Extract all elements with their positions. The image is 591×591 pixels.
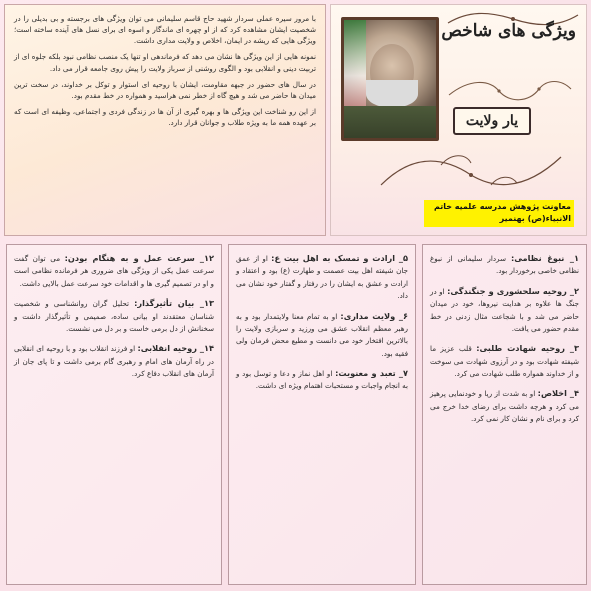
item-body: او فرزند انقلاب بود و با روحیه ای انقلابی در راه آرمان های امام و رهبری گام برمی داشت و تا پای جان از آرمان های انقلاب دفاع کرد. bbox=[14, 344, 214, 378]
item-body: می توان گفت سرعت عمل یکی از ویژگی های ضروری هر فرمانده نظامی است و او در تصمیم گیری ها و اقدامات خود سرعت عمل بالایی داشت. bbox=[14, 254, 214, 288]
item-title: ۳_ روحیه شهادت طلبی: bbox=[476, 343, 579, 354]
item-title: ۱_ نبوغ نظامی: bbox=[510, 253, 579, 263]
uniform-shape bbox=[344, 106, 439, 141]
item-body: او به شدت از ریا و خودنمایی پرهیز می کرد و هرچه داشت برای رضای خدا خرج می کرد و برای نام و نشان کار نمی کرد. bbox=[430, 389, 579, 424]
list-item bbox=[430, 341, 579, 380]
item-body: قلب عزیز ما شیفته شهادت بود و در آرزوی شهادت می سوخت و از خداوند همواره طلب شهادت می کرد. bbox=[430, 344, 579, 378]
credit-label: معاونت پژوهش مدرسه علمیه خاتم الانبیاء(ص) بهنمیر bbox=[424, 200, 574, 227]
list-item bbox=[236, 366, 408, 393]
intro-paragraph: در سال های حضور در جبهه مقاومت، ایشان با روحیه ای استوار و توکل بر خداوند، در سخت ترین میدان ها حاضر می شد و هیچ گاه از خطر نمی هراسید و همواره در خط مقدم بود. bbox=[14, 79, 316, 100]
list-item bbox=[236, 251, 408, 303]
item-title: ۱۳_ بیان تأثیرگذار: bbox=[134, 298, 214, 309]
list-item bbox=[430, 386, 579, 425]
header-box bbox=[330, 4, 587, 236]
item-title: ۵_ ارادت و تمسک به اهل بیت ع: bbox=[271, 253, 408, 263]
intro-paragraph: نمونه هایی از این ویژگی ها نشان می دهد که فرماندهی او تنها یک منصب نظامی نبود بلکه جلوه ای از تربیت دینی و انقلابی بود و الگوی روشنی از سرباز ولایت را پیش روی جامعه قرار می داد. bbox=[14, 52, 316, 73]
list-item bbox=[14, 341, 214, 380]
ornament-bottom-icon bbox=[371, 145, 571, 195]
item-title: ۴_ اخلاص: bbox=[537, 388, 579, 399]
column-left bbox=[6, 244, 222, 585]
item-body: او در جنگ ها علاوه بر هدایت نیروها، خود در میدان حاضر می شد و با شجاعت مثال زدنی در خط مقدم حضور می یافت. bbox=[430, 286, 579, 333]
list-item bbox=[14, 251, 214, 290]
item-body: او اهل نماز و دعا و توسل بود و به انجام واجبات و مستحبات اهتمام ویژه ای داشت. bbox=[236, 369, 408, 391]
subtitle-box: یار ولایت bbox=[453, 107, 531, 135]
item-title: ۷_ تعبد و معنویت: bbox=[335, 368, 409, 378]
intro-paragraph: از این رو شناخت این ویژگی ها و بهره گیری از آن ها در زندگی فردی و اجتماعی، وظیفه ای است که بر عهده همه ما به ویژه طلاب و جوانان قرار دارد. bbox=[14, 107, 316, 128]
column-middle bbox=[228, 244, 416, 585]
list-item bbox=[14, 296, 214, 335]
list-item bbox=[430, 284, 579, 336]
item-body: او به تمام معنا ولایتمدار بود و به رهبر معظم انقلاب عشق می ورزید و سربازی ولایت را بالاترین افتخار خود می دانست و مطیع محض فرمان ولی فقیه بود. bbox=[236, 311, 408, 358]
portrait-image bbox=[341, 17, 439, 141]
column-right bbox=[422, 244, 587, 585]
item-title: ۱۴_ روحیه انقلابی: bbox=[137, 343, 214, 354]
intro-text-box bbox=[4, 4, 326, 236]
item-title: ۱۲_ سرعت عمل و به هنگام بودن: bbox=[64, 253, 214, 263]
item-body: او از عمق جان شیفته اهل بیت عصمت و طهارت (ع) بود و اعتقاد و ارادت و عشق به ایشان را در رفتار و گفتار خود نشان می داد. bbox=[236, 254, 408, 301]
ornament-swirl-icon bbox=[439, 75, 579, 105]
beard-shape bbox=[366, 80, 418, 108]
list-item bbox=[236, 309, 408, 361]
item-body: سردار سلیمانی از نبوغ نظامی خاصی برخوردار بود. bbox=[430, 254, 579, 276]
list-item bbox=[430, 251, 579, 278]
item-body: تحلیل گران روانشناسی و شخصیت شناسان معتقدند او بیانی ساده، صمیمی و تأثیرگذار داشت و سخنانش از دل برمی خاست و بر دل می نشست. bbox=[14, 299, 214, 333]
intro-paragraph: با مرور سیره عملی سردار شهید حاج قاسم سلیمانی می توان ویژگی های برجسته و بی بدیلی را در شخصیت ایشان مشاهده کرد که از او چهره ای ماندگار و اسوه ای برای نسل های آینده ساخته است؛ ویژگی هایی که ریشه در ایمان، اخلاص و ولایت مداری داشت. bbox=[14, 14, 316, 46]
item-title: ۲_ روحیه سلحشوری و جنگندگی: bbox=[447, 285, 579, 296]
item-title: ۶_ ولایت مداری: bbox=[340, 310, 408, 321]
header-title: ویژگی های شاخص bbox=[441, 21, 576, 41]
